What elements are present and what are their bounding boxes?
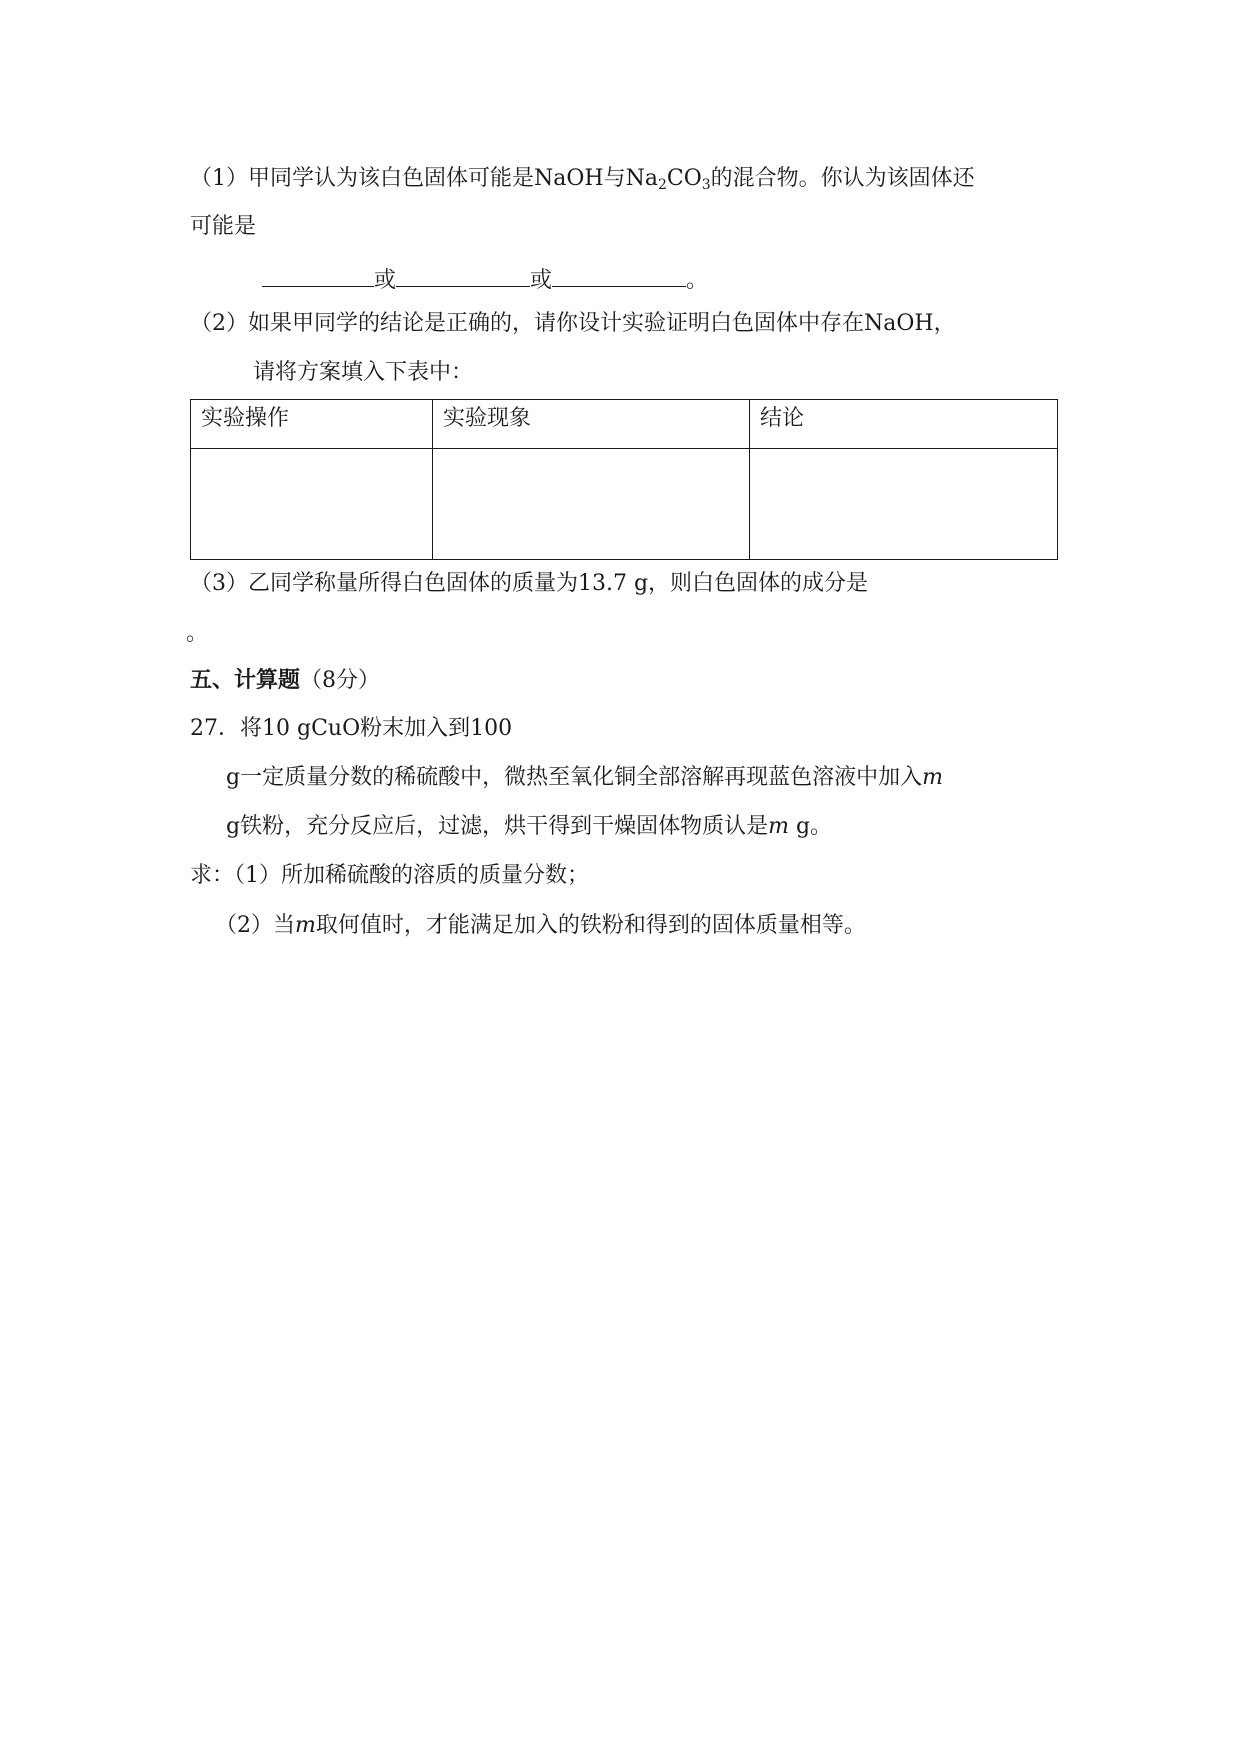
q27-text-3: g铁粉，充分反应后，过滤，烘干得到干燥固体物质认是 <box>226 814 769 839</box>
q26-part3-line2 <box>186 618 208 650</box>
variable-m: m <box>922 765 943 790</box>
q26-part1-blanks <box>262 262 708 297</box>
q26-part1-line1 <box>190 163 975 201</box>
q26-part2-text-b: 请将方案填入下表中： <box>253 360 474 385</box>
q27-ask-1 <box>190 860 589 892</box>
subscript-3: 3 <box>701 177 711 193</box>
q26-part2-text-a: （2）如果甲同学的结论是正确的，请你设计实验证明白色固体中存在NaOH， <box>190 311 956 336</box>
q26-part3-text-a: （3）乙同学称量所得白色固体的质量为13.7 g，则白色固体的成分是 <box>190 571 869 596</box>
q27-ask-2 <box>215 910 866 942</box>
q26-part1-text-c: 的混合物。你认为该固体还 <box>710 166 975 191</box>
header-conclusion: 结论 <box>750 400 1058 449</box>
q27-line1 <box>190 713 512 745</box>
variable-m: m <box>295 913 316 938</box>
q27-ask-2-text-a: （2）当 <box>215 913 295 938</box>
q26-part1-text-b: CO <box>666 166 702 191</box>
q26-part2-line2 <box>253 357 473 389</box>
subscript-2: 2 <box>657 177 667 193</box>
q27-text-1: 27．将10 gCuO粉末加入到100 <box>190 716 513 741</box>
header-phenomenon: 实验现象 <box>433 400 750 449</box>
q26-part1-line2 <box>190 211 256 243</box>
or-label-1: 或 <box>374 268 397 293</box>
q27-line2 <box>226 762 943 794</box>
section-title: 五、计算题 <box>190 667 301 693</box>
q26-part3-text-b: 。 <box>186 621 209 646</box>
end-period: 。 <box>686 268 709 293</box>
section-heading <box>190 664 380 697</box>
q26-part1-text-a: （1）甲同学认为该白色固体可能是NaOH与Na <box>190 166 658 191</box>
cell-conclusion[interactable] <box>750 449 1058 560</box>
header-operation: 实验操作 <box>191 400 433 449</box>
or-label-2: 或 <box>530 268 553 293</box>
answer-blank-3[interactable] <box>552 262 686 287</box>
table-header-row <box>191 400 1058 449</box>
q27-text-2: g一定质量分数的稀硫酸中，微热至氧化铜全部溶解再现蓝色溶液中加入 <box>226 765 923 790</box>
q27-ask-1-text: 求：（1）所加稀硫酸的溶质的质量分数； <box>190 863 589 888</box>
section-points: （8分） <box>300 668 381 693</box>
q26-part3-line1 <box>190 568 868 600</box>
answer-blank-2[interactable] <box>396 262 530 287</box>
cell-phenomenon[interactable] <box>433 449 750 560</box>
variable-m: m <box>768 814 789 839</box>
cell-operation[interactable] <box>191 449 433 560</box>
q27-line3 <box>226 811 832 843</box>
answer-blank-1[interactable] <box>262 262 374 287</box>
q27-text-4: g。 <box>788 814 833 839</box>
experiment-table <box>190 399 1058 560</box>
q26-part2-line1 <box>190 308 956 340</box>
q27-ask-2-text-b: 取何值时，才能满足加入的铁粉和得到的固体质量相等。 <box>315 913 866 938</box>
table-row <box>191 449 1058 560</box>
q26-part1-text-d: 可能是 <box>190 214 257 239</box>
